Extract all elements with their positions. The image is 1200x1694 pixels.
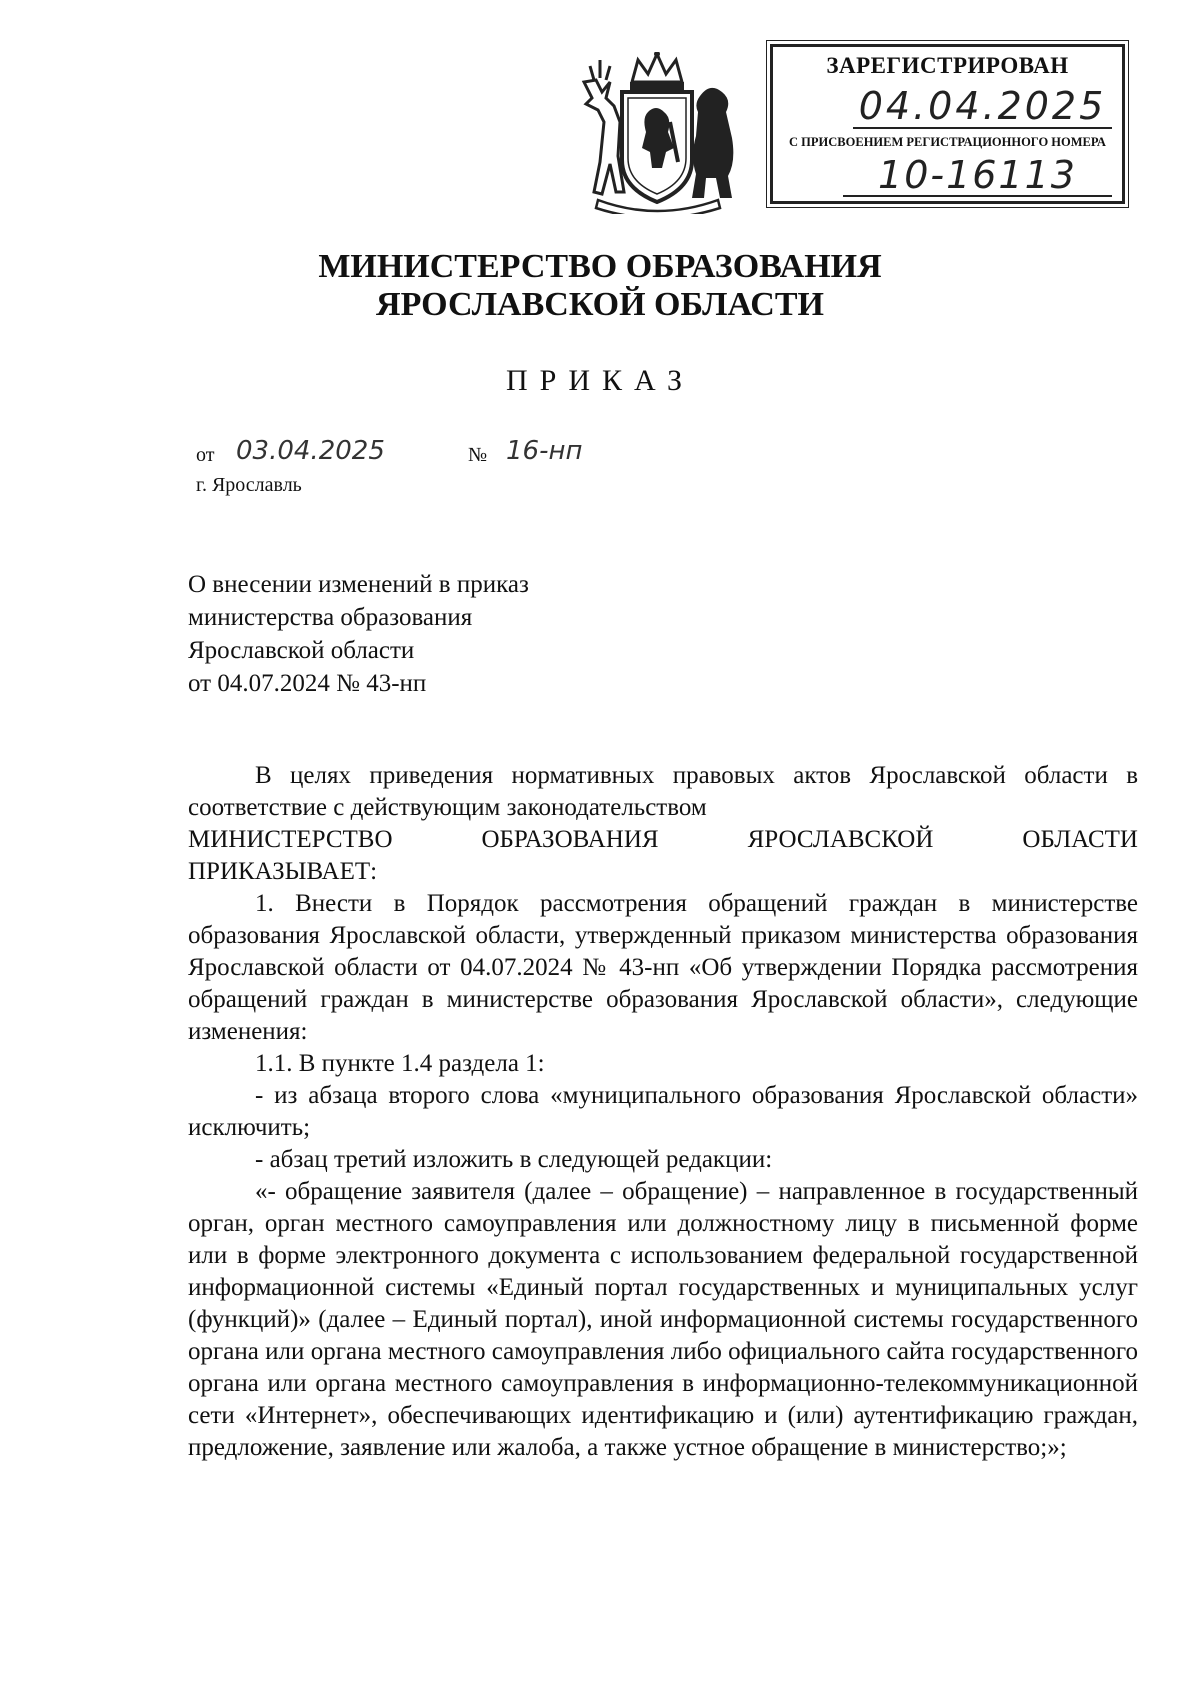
number-label: № (468, 444, 488, 466)
registration-stamp (770, 44, 1125, 204)
order-number: 16-нп (506, 436, 583, 466)
body-paragraph-item-1-1: 1.1. В пункте 1.4 раздела 1: (255, 1050, 545, 1077)
date-label: от (196, 444, 215, 466)
ministry-caps-line (188, 824, 1138, 856)
ministry-name (0, 248, 1200, 324)
subject-line-2: министерства образования (188, 604, 473, 631)
body-paragraph-item-1-1-a: - из абзаца второго слова «муниципального образования Ярославской области» исключить; (188, 1082, 1138, 1141)
order-body (188, 760, 1138, 1464)
order-date: 03.04.2025 (236, 436, 385, 466)
stamp-subtitle: С ПРИСВОЕНИЕМ РЕГИСТРАЦИОННОГО НОМЕРА (789, 135, 1106, 149)
subject-line-4: от 04.07.2024 № 43-нп (188, 670, 427, 697)
body-paragraph-item-1-1-b: - абзац третий изложить в следующей редакции: (255, 1146, 773, 1173)
subject-line-1: О внесении изменений в приказ (188, 571, 529, 598)
order-subject (188, 568, 529, 700)
caps-word-2: ОБРАЗОВАНИЯ (481, 826, 659, 853)
body-paragraph-item-1: 1. Внести в Порядок рассмотрения обращений граждан в министерстве образования Ярославской области, утвержденный приказом министерства образования Ярославской области от 04.07.2024 № 43-нп «Об утверждении Порядка рассмотрения обращений граждан в министерстве образования Ярославской области», следующие изменения: (188, 890, 1138, 1045)
caps-word-1: МИНИСТЕРСТВО (188, 826, 393, 853)
order-meta (196, 436, 696, 496)
orders-word: ПРИКАЗЫВАЕТ: (188, 858, 378, 885)
order-title: ПРИКАЗ (506, 364, 694, 397)
body-paragraph-preamble: В целях приведения нормативных правовых актов Ярославской области в соответствие с действующим законодательством (188, 762, 1138, 821)
order-city: г. Ярославль (196, 474, 302, 496)
stamp-registration-date: 04.04.2025 (853, 81, 1112, 129)
caps-word-4: ОБЛАСТИ (1022, 826, 1138, 853)
stamp-title: ЗАРЕГИСТРИРОВАН (826, 53, 1069, 78)
stamp-registration-number: 10-16113 (843, 153, 1112, 197)
ministry-name-line-2: ЯРОСЛАВСКОЙ ОБЛАСТИ (376, 286, 824, 323)
ministry-name-line-1: МИНИСТЕРСТВО ОБРАЗОВАНИЯ (318, 248, 882, 285)
coat-of-arms-emblem (570, 52, 745, 214)
subject-line-3: Ярославской области (188, 637, 415, 664)
caps-word-3: ЯРОСЛАВСКОЙ (747, 826, 934, 853)
body-paragraph-new-wording: «- обращение заявителя (далее – обращение) – направленное в государственный орган, орган местного самоуправления или должностному лицу в письменной форме или в форме электронного документа с использованием федеральной государственной информационной системы «Единый портал государственных и муниципальных услуг (функций)» (далее – Единый портал), иной информационной системы государственного органа или органа местного самоуправления либо официального сайта государственного органа или органа местного самоуправления в информационно-телекоммуникационной сети «Интернет», обеспечивающих идентификацию и (или) аутентификацию граждан, предложение, заявление или жалоба, а также устное обращение в министерство;»; (188, 1178, 1138, 1461)
